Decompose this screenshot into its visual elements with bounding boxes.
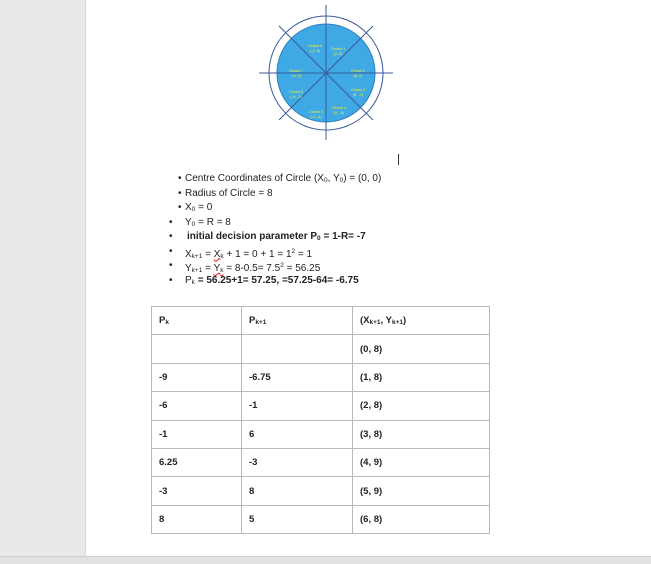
octant-label: Octant 2 — [350, 69, 366, 73]
circle-octant-diagram — [219, 0, 449, 140]
bullet-dot: • — [169, 274, 173, 286]
table-row — [152, 448, 490, 476]
table-cell[interactable]: -3 — [152, 477, 242, 505]
bullet-x0 — [175, 201, 575, 216]
table-row — [152, 363, 490, 391]
table-cell[interactable]: -1 — [152, 420, 242, 448]
bullet-text[interactable]: $Xk+1 = Xk + 1 = 0 + 1 = 1^2 = 1$ — [185, 247, 313, 260]
table-cell[interactable]: (0, 8) — [353, 335, 490, 363]
header-coords[interactable]: (Xk+1, Yk+1) — [353, 307, 490, 335]
bullet-xnext — [169, 245, 575, 260]
table-cell[interactable]: -9 — [152, 363, 242, 391]
header-pk1[interactable]: Pk+1 — [242, 307, 353, 335]
bullet-dot: • — [169, 216, 173, 228]
table-cell[interactable]: -3 — [242, 448, 353, 476]
octant-label: Octant 8 — [307, 44, 323, 48]
bullet-text[interactable]: Radius of Circle = 8 — [185, 187, 273, 199]
table-cell[interactable]: (1, 8) — [353, 363, 490, 391]
table-row — [152, 477, 490, 505]
octant-label: Octant 4 — [331, 106, 347, 110]
table-cell[interactable] — [152, 335, 242, 363]
header-pk[interactable]: Pk — [152, 307, 242, 335]
table-cell[interactable]: 8 — [242, 477, 353, 505]
octant-coords: (-2, -8) — [310, 115, 322, 119]
bullet-dot: • — [169, 231, 173, 242]
bullet-radius — [175, 187, 575, 202]
octant-coords: (-8, 2) — [290, 74, 302, 78]
table-cell[interactable]: 6 — [242, 420, 353, 448]
table-row — [152, 392, 490, 420]
table-row — [152, 420, 490, 448]
table-cell[interactable]: 8 — [152, 505, 242, 533]
bullet-pk — [169, 274, 575, 289]
octant-label: Octant 7 — [288, 69, 304, 73]
document-page — [86, 0, 651, 556]
table-cell[interactable]: (3, 8) — [353, 420, 490, 448]
bullet-text[interactable]: Pk = 56.25+1= 57.25, =57.25-64= -6.75 — [185, 274, 359, 286]
octant-coords: (8, 2) — [353, 74, 363, 78]
table-header-row — [152, 307, 490, 335]
bullet-ynext — [169, 259, 575, 274]
octant-coords: (2, -8) — [333, 111, 345, 115]
octant-coords: (8, -2) — [352, 93, 364, 97]
octant-label: Octant 3 — [350, 88, 366, 92]
bullet-dot: • — [169, 245, 173, 257]
bullet-text[interactable]: X0 = 0 — [185, 202, 213, 213]
results-table — [151, 306, 490, 534]
table-cell[interactable]: -1 — [242, 392, 353, 420]
bullet-dot: • — [178, 173, 182, 184]
table-cell[interactable]: -6 — [152, 392, 242, 420]
table-cell[interactable]: (5, 9) — [353, 477, 490, 505]
octant-coords: (-8, -2) — [290, 95, 302, 99]
table-cell[interactable] — [242, 335, 353, 363]
text-cursor — [398, 154, 399, 165]
table-row — [152, 335, 490, 363]
table-row — [152, 505, 490, 533]
octant-label: Octant 6 — [288, 90, 304, 94]
bullet-y0 — [169, 216, 575, 231]
bullet-text[interactable]: initial decision parameter P0 = 1-R= -7 — [187, 231, 366, 242]
bullet-text[interactable]: Y0 = R = 8 — [185, 216, 231, 228]
bullet-text[interactable]: Centre Coordinates of Circle (X0, Y0) = (0, 0) — [185, 173, 382, 184]
bullet-decision — [169, 230, 575, 245]
bullet-centre — [175, 172, 575, 187]
octant-coords: (2, 8) — [333, 52, 343, 56]
bullet-text[interactable]: $Yk+1 = Yk = 8-0.5= 7.5^2 = 56.25$ — [185, 262, 321, 274]
table-cell[interactable]: (4, 9) — [353, 448, 490, 476]
notes-list — [169, 172, 575, 288]
bullet-dot: • — [178, 187, 182, 199]
table-cell[interactable]: -6.75 — [242, 363, 353, 391]
octant-label: Octant 1 — [330, 47, 346, 51]
octant-label: Octant 5 — [308, 110, 324, 114]
bullet-dot: • — [178, 202, 182, 213]
table-cell[interactable]: (2, 8) — [353, 392, 490, 420]
bullet-dot: • — [169, 260, 173, 271]
table-cell[interactable]: 5 — [242, 505, 353, 533]
table-cell[interactable]: 6.25 — [152, 448, 242, 476]
octant-coords: (-2, 8) — [309, 49, 321, 53]
table-cell[interactable]: (6, 8) — [353, 505, 490, 533]
